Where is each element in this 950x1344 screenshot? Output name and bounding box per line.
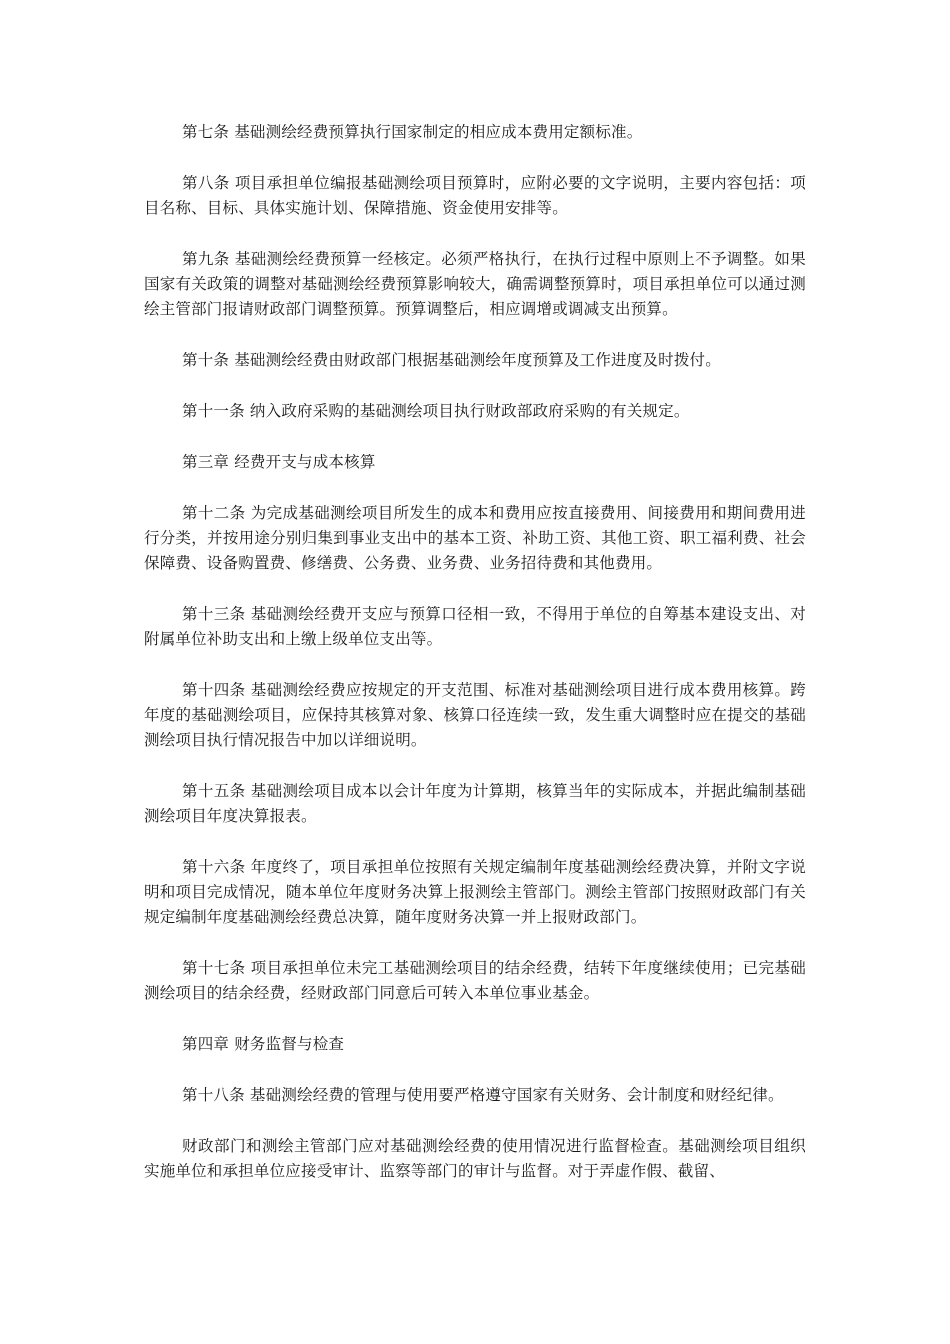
chapter-3-heading: 第三章 经费开支与成本核算 bbox=[182, 453, 376, 471]
article-18: 第十八条 基础测绘经费的管理与使用要严格遵守国家有关财务、会计制度和财经纪律。 bbox=[182, 1086, 784, 1104]
article-15: 第十五条 基础测绘项目成本以会计年度为计算期，核算当年的实际成本，并据此编制基础测绘项目年度决算报表。 bbox=[144, 782, 806, 825]
article-12: 第十二条 为完成基础测绘项目所发生的成本和费用应按直接费用、间接费用和期间费用进行分类，并按用途分别归集到事业支出中的基本工资、补助工资、其他工资、职工福利费、社会保障费、设备购置费、修缮费、公务费、业务费、业务招待费和其他费用。 bbox=[144, 504, 806, 572]
article-17: 第十七条 项目承担单位未完工基础测绘项目的结余经费，结转下年度继续使用；已完基础测绘项目的结余经费，经财政部门同意后可转入本单位事业基金。 bbox=[144, 959, 806, 1002]
article-10: 第十条 基础测绘经费由财政部门根据基础测绘年度预算及工作进度及时拨付。 bbox=[182, 351, 721, 369]
document-body bbox=[144, 120, 806, 1210]
chapter-4-heading: 第四章 财务监督与检查 bbox=[182, 1035, 345, 1053]
article-13: 第十三条 基础测绘经费开支应与预算口径相一致，不得用于单位的自筹基本建设支出、对附属单位补助支出和上缴上级单位支出等。 bbox=[144, 605, 806, 648]
article-9: 第九条 基础测绘经费预算一经核定。必须严格执行，在执行过程中原则上不予调整。如果国家有关政策的调整对基础测绘经费预算影响较大，确需调整预算时，项目承担单位可以通过测绘主管部门报请财政部门调整预算。预算调整后，相应调增或调减支出预算。 bbox=[144, 250, 806, 318]
article-16: 第十六条 年度终了，项目承担单位按照有关规定编制年度基础测绘经费决算，并附文字说明和项目完成情况，随本单位年度财务决算上报测绘主管部门。测绘主管部门按照财政部门有关规定编制年度基础测绘经费总决算，随年度财务决算一并上报财政部门。 bbox=[144, 858, 806, 926]
article-7: 第七条 基础测绘经费预算执行国家制定的相应成本费用定额标准。 bbox=[182, 123, 643, 141]
article-11: 第十一条 纳入政府采购的基础测绘项目执行财政部政府采购的有关规定。 bbox=[182, 402, 690, 420]
article-14: 第十四条 基础测绘经费应按规定的开支范围、标准对基础测绘项目进行成本费用核算。跨年度的基础测绘项目，应保持其核算对象、核算口径连续一致，发生重大调整时应在提交的基础测绘项目执行情况报告中加以详细说明。 bbox=[144, 681, 806, 749]
article-8: 第八条 项目承担单位编报基础测绘项目预算时，应附必要的文字说明，主要内容包括：项目名称、目标、具体实施计划、保障措施、资金使用安排等。 bbox=[144, 174, 806, 217]
supervision-paragraph: 财政部门和测绘主管部门应对基础测绘经费的使用情况进行监督检查。基础测绘项目组织实施单位和承担单位应接受审计、监察等部门的审计与监督。对于弄虚作假、截留、 bbox=[144, 1137, 806, 1180]
